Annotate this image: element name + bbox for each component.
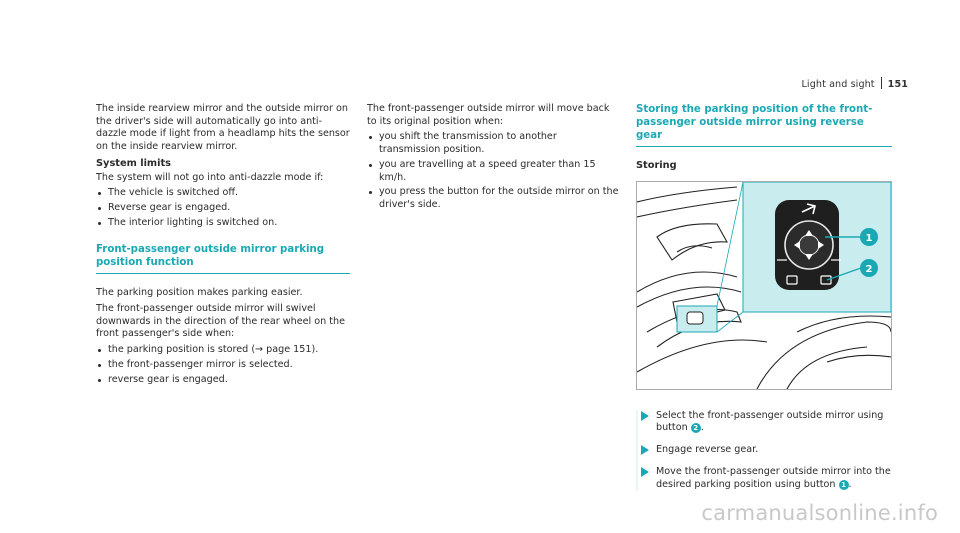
intro-paragraph: The inside rearview mirror and the outside mirror on the driver's side will automatically go into anti-dazzle mode if light from a headlamp hits the sensor on the inside rearview mirror. (96, 103, 350, 153)
list-item: the front-passenger mirror is selected. (96, 359, 350, 372)
header-divider (881, 77, 882, 89)
step-text: Move the front-passenger outside mirror into the desired parking position using button (656, 465, 891, 490)
door-panel-drawing (637, 182, 891, 389)
section-heading-parking-position: Front-passenger outside mirror parking position function (96, 243, 350, 274)
column-1 (96, 103, 350, 388)
list-item: The vehicle is switched off. (96, 187, 350, 200)
callout-2 (860, 259, 878, 277)
list-item: The interior lighting is switched on. (96, 217, 350, 230)
callout-2-label: 2 (865, 263, 873, 275)
watermark: carmanualsonline.info (701, 501, 938, 525)
step-text: Engage reverse gear. (656, 444, 759, 456)
step-arrow-icon (641, 411, 649, 421)
step-arrow-icon (641, 467, 649, 477)
instruction-step (638, 444, 892, 457)
column-2 (367, 103, 621, 214)
storing-subhead: Storing (636, 160, 677, 171)
door-control-illustration (636, 181, 892, 390)
list-item: you shift the transmission to another transmission position. (367, 131, 621, 156)
running-header (801, 77, 908, 90)
step-arrow-icon (641, 445, 649, 455)
step-text: Select the front-passenger outside mirror using button (656, 409, 884, 434)
paragraph: The front-passenger outside mirror will swivel downwards in the direction of the rear wheel on the front passenger's side when: (96, 303, 345, 340)
list-item: reverse gear is engaged. (96, 374, 350, 387)
callout-1-label: 1 (865, 232, 873, 244)
return-conditions-list (367, 131, 621, 211)
column-3 (636, 103, 892, 500)
step-text-end: . (700, 422, 704, 434)
list-item: you are travelling at a speed greater than 15 km/h. (367, 159, 621, 184)
paragraph: The parking position makes parking easier. (96, 287, 303, 299)
section-heading-storing: Storing the parking position of the front-passenger outside mirror using reverse gear (636, 103, 892, 147)
instruction-step (638, 466, 892, 491)
system-limits-title: System limits (96, 157, 172, 169)
list-item: Reverse gear is engaged. (96, 202, 350, 215)
system-limits-list (96, 187, 350, 229)
system-limits-text: The system will not go into anti-dazzle mode if: (96, 171, 324, 183)
conditions-list (96, 344, 350, 386)
section-name: Light and sight (801, 79, 875, 90)
page-number: 151 (887, 79, 908, 90)
button-number-badge: 1 (839, 480, 849, 490)
list-item[interactable]: the parking position is stored (→ page 151). (96, 344, 350, 357)
instruction-steps (636, 410, 892, 492)
step-text-end: . (848, 478, 852, 490)
callout-1 (860, 228, 878, 246)
button-number-badge: 2 (691, 423, 701, 433)
instruction-step (638, 410, 892, 435)
paragraph: The front-passenger outside mirror will move back to its original position when: (367, 103, 610, 127)
list-item: you press the button for the outside mirror on the driver's side. (367, 186, 621, 211)
